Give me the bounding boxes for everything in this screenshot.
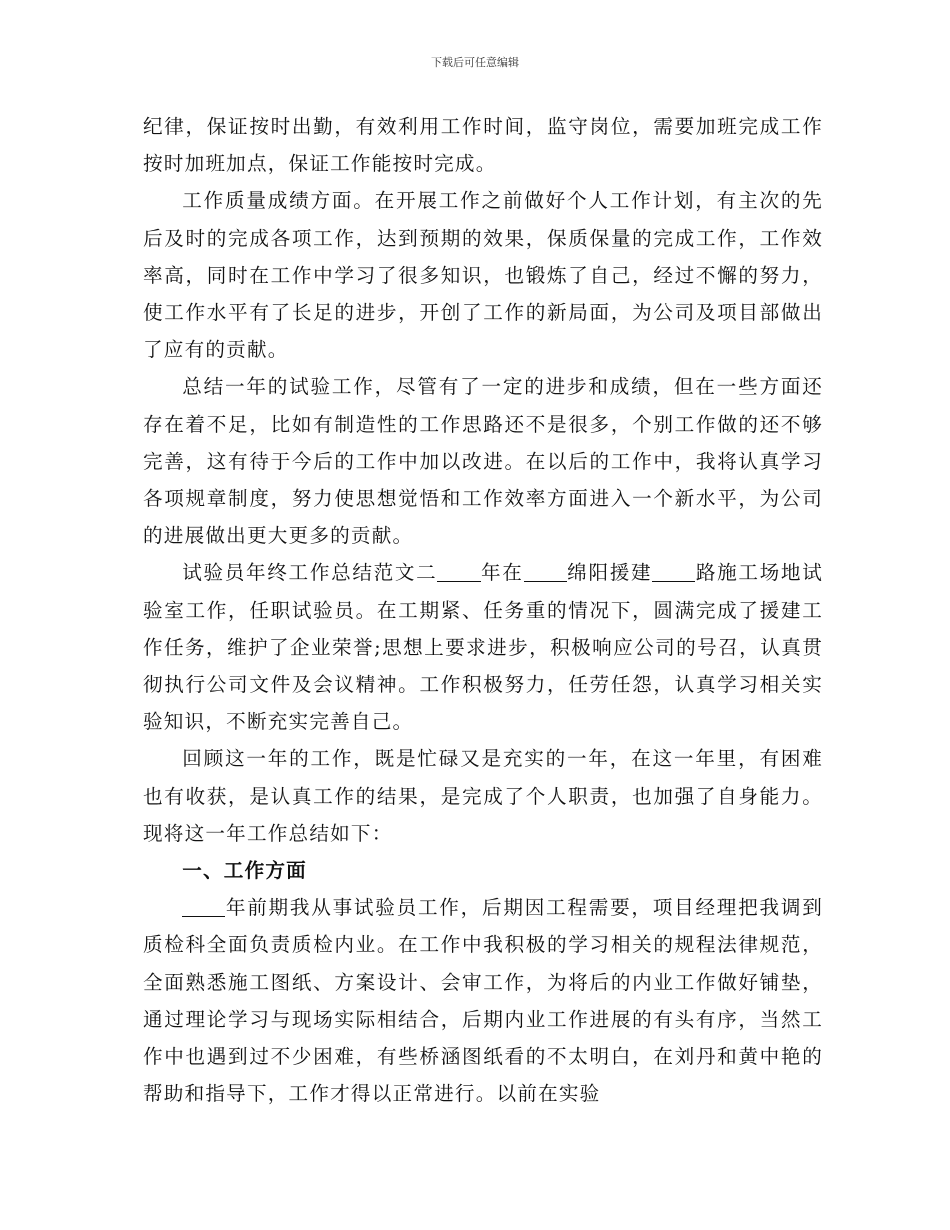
text-segment: 年在	[480, 561, 524, 585]
page-header-note: 下载后可任意编辑	[431, 56, 519, 69]
paragraph-sample-two	[143, 554, 823, 740]
text-segment: 路施工场地试验室工作，任职试验员。在工期紧、任务重的情况下，圆满完成了援建工作任务，维护了企业荣誉;思想上要求进步，积极响应公司的号召，认真贯彻执行公司文件及会议精神。工作积极努力，任劳任怨，认真学习相关实验知识，不断充实完善自己。	[143, 561, 824, 734]
document-body	[143, 108, 823, 1112]
blank-field	[652, 562, 695, 583]
section-heading-work: 一、工作方面	[182, 859, 307, 883]
sample-title-text: 试验员年终工作总结范文二	[182, 561, 438, 585]
text-segment: 年前期我从事试验员工作，后期因工程需要，项目经理把我调到质检科全面负责质检内业。在工作中我积极的学习相关的规程法律规范，全面熟悉施工图纸、方案设计、会审工作，为将后的内业工作做好铺垫，通过理论学习与现场实际相结合，后期内业工作进展的有头有序，当然工作中也遇到过不少困难，有些桥涵图纸看的不太明白，在刘丹和黄中艳的帮助和指导下，工作才得以正常进行。以前在实验	[143, 896, 823, 1106]
paragraph-quality: 工作质量成绩方面。在开展工作之前做好个人工作计划，有主次的先后及时的完成各项工作，达到预期的效果，保质保量的完成工作，工作效率高，同时在工作中学习了很多知识，也锻炼了自己，经过不懈的努力，使工作水平有了长足的进步，开创了工作的新局面，为公司及项目部做出了应有的贡献。	[143, 189, 823, 362]
text-segment: 绵阳援建	[566, 561, 653, 585]
paragraph-continuation: 纪律，保证按时出勤，有效利用工作时间，监守岗位，需要加班完成工作按时加班加点，保证工作能按时完成。	[143, 115, 823, 176]
paragraph-work-details	[143, 889, 823, 1112]
blank-field	[182, 897, 225, 918]
paragraph-review: 回顾这一年的工作，既是忙碌又是充实的一年，在这一年里，有困难也有收获，是认真工作的结果，是完成了个人职责，也加强了自身能力。现将这一年工作总结如下：	[143, 747, 823, 845]
blank-field	[524, 562, 567, 583]
blank-field	[437, 562, 480, 583]
paragraph-summary: 总结一年的试验工作，尽管有了一定的进步和成绩，但在一些方面还存在着不足，比如有制造性的工作思路还不是很多，个别工作做的还不够完善，这有待于今后的工作中加以改进。在以后的工作中，我将认真学习各项规章制度，努力使思想觉悟和工作效率方面进入一个新水平，为公司的进展做出更大更多的贡献。	[143, 375, 823, 548]
